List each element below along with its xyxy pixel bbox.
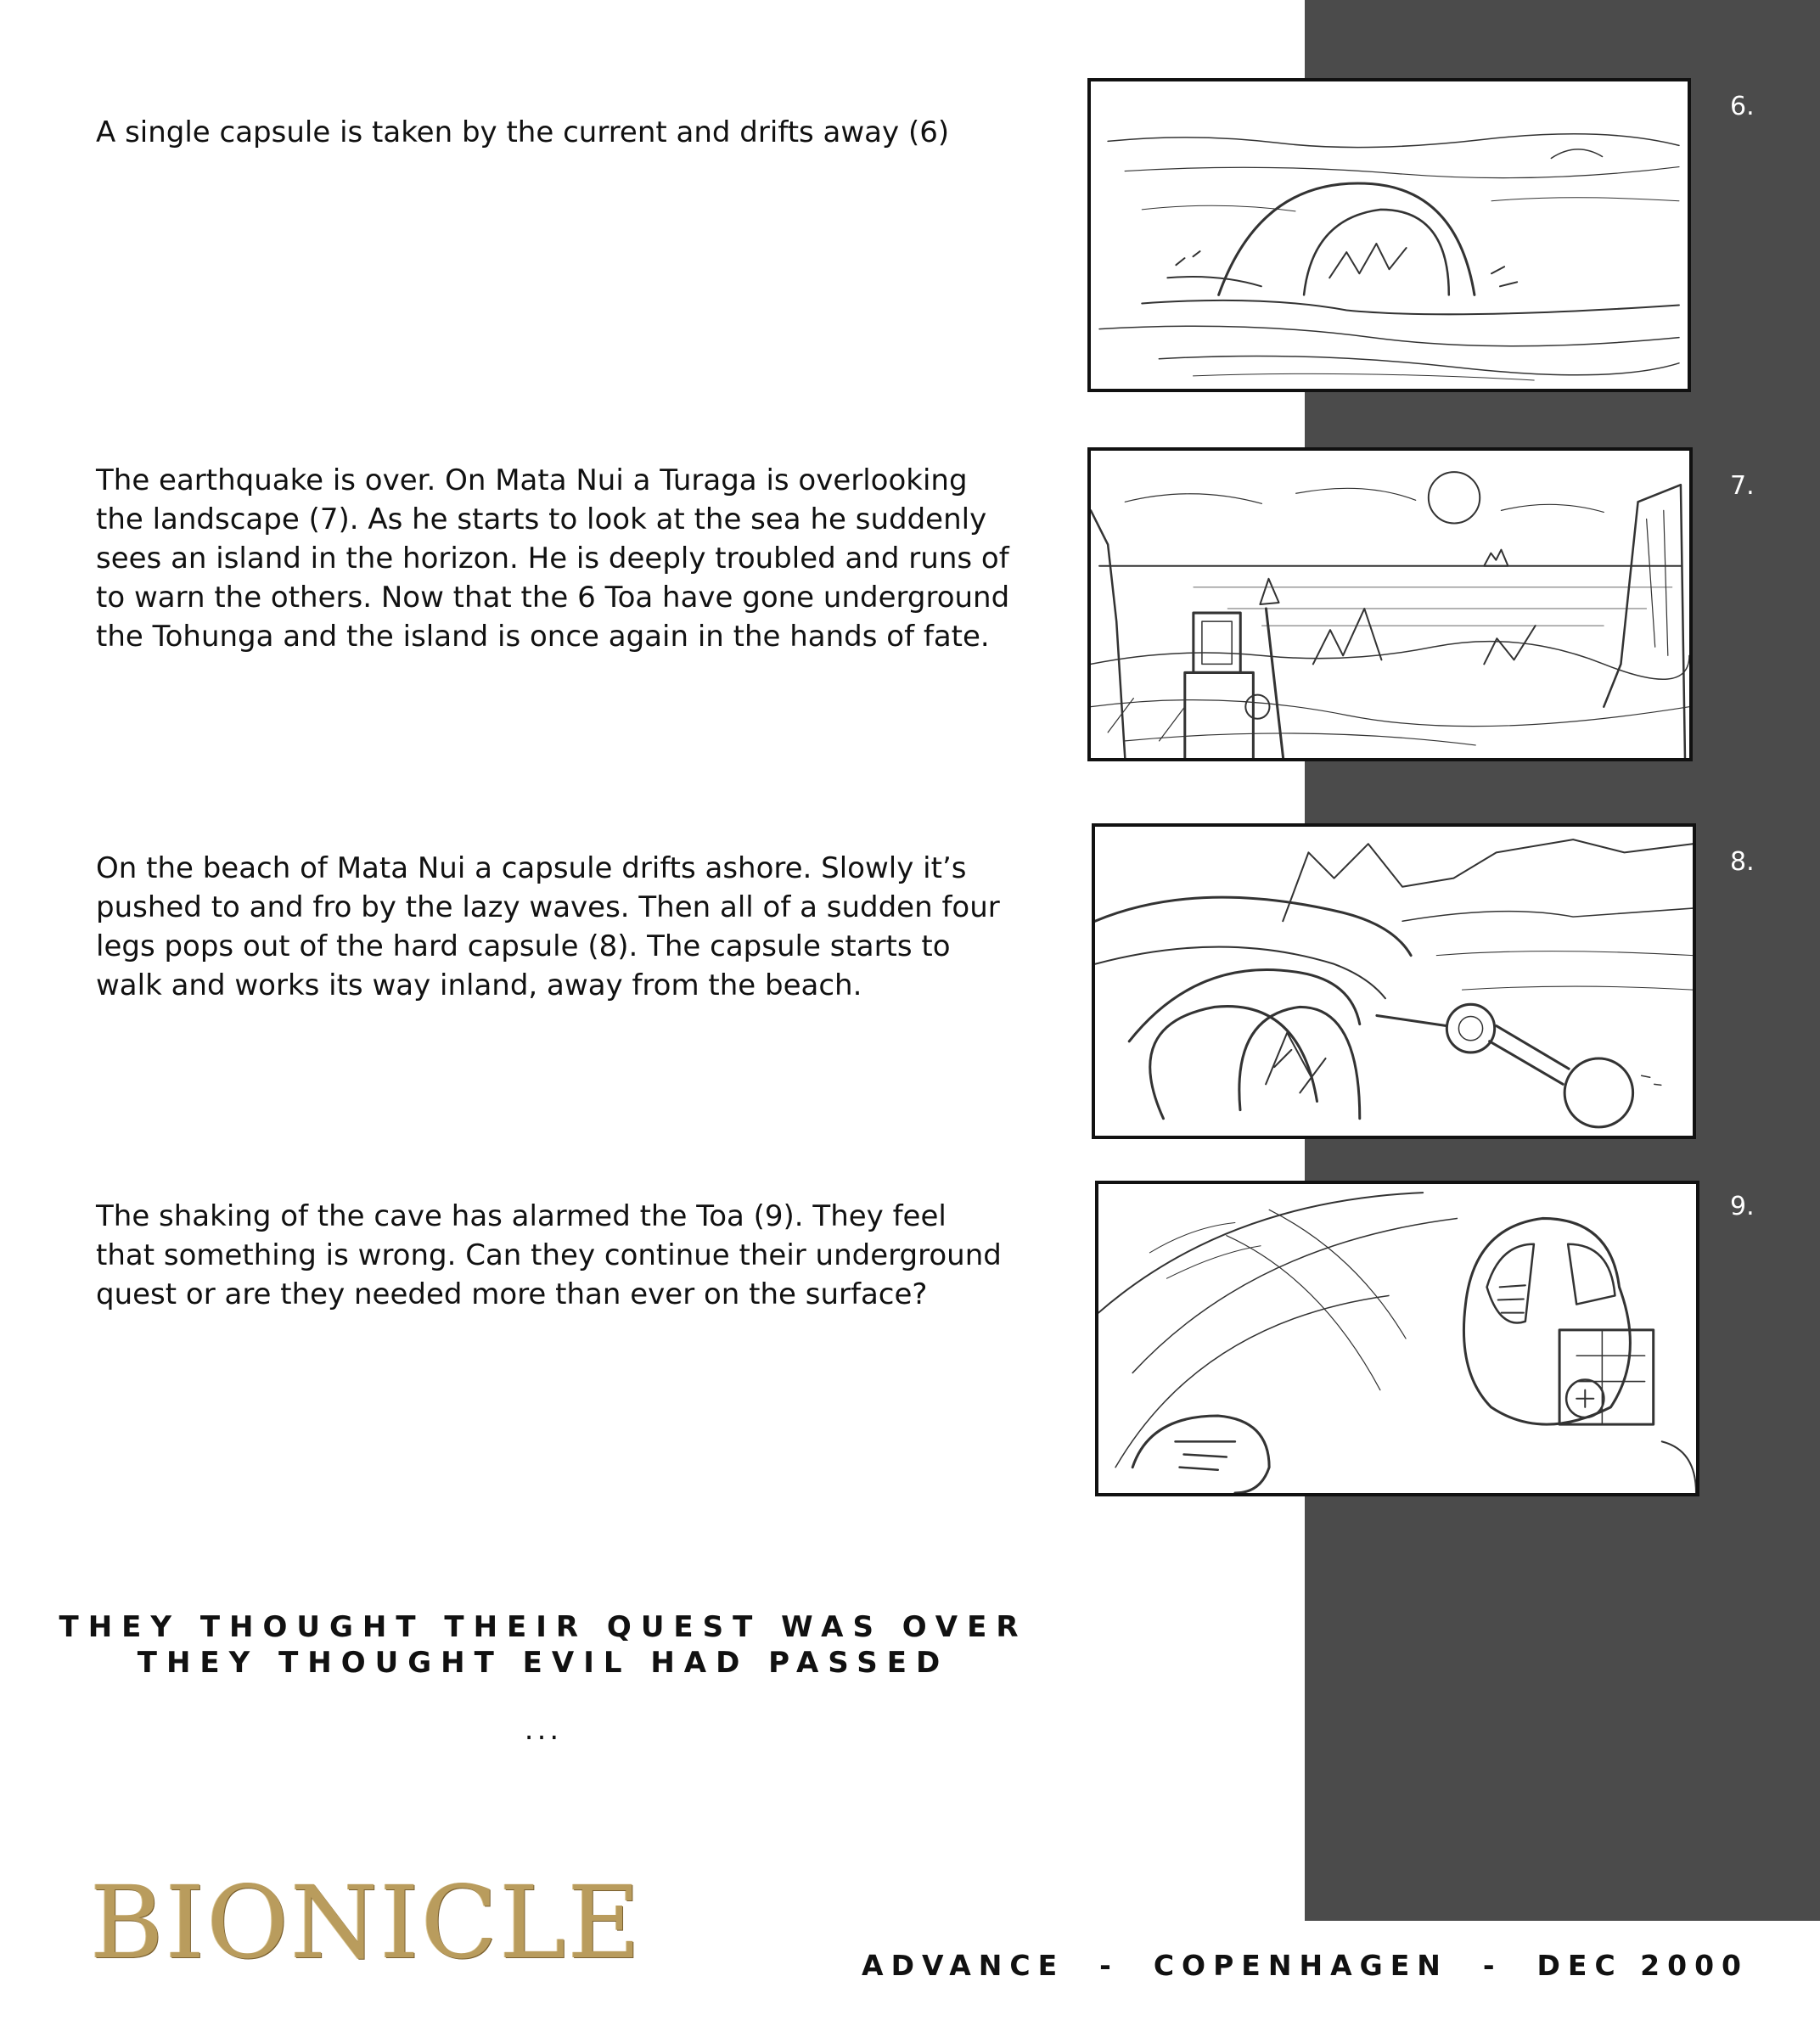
tagline-line-2: THEY THOUGHT EVIL HAD PASSED [137,1646,950,1680]
caption-7: The earthquake is over. On Mata Nui a Turaga is overlooking the landscape (7). As he starts to look at the sea he suddenly sees an island in the horizon. He is deeply troubled and runs of to warn the others. Now that the 6 Toa have gone underground the Tohunga and the island is once again in the hands of fate. [96,463,1010,654]
panel-number-7: 7. [1730,471,1755,501]
footer-text: ADVANCE - COPENHAGEN - DEC 2000 [862,1949,1749,1982]
sketch-capsule-drifting [1091,81,1688,389]
storyboard-frame-7 [1087,447,1693,761]
caption-8: On the beach of Mata Nui a capsule drifts ashore. Slowly it’s pushed to and fro by the lazy waves. Then all of a sudden four legs pops out of the hard capsule (8). The capsule starts to walk and works its way inland, away from the beach. [96,851,1000,1002]
storyboard-frame-6 [1087,78,1691,392]
caption-6: A single capsule is taken by the current and drifts away (6) [96,115,950,149]
caption-9: The shaking of the cave has alarmed the Toa (9). They feel that something is wrong. Can they continue their underground quest or are they needed more than ever on the surface? [96,1199,1002,1311]
panel-number-6: 6. [1730,92,1755,121]
panel-number-9: 9. [1730,1192,1755,1221]
panel-number-8: 8. [1730,847,1755,877]
bionicle-logo: BIONICLE [90,1864,643,1981]
tagline-ellipsis: ... [524,1713,563,1747]
sketch-toa-in-cave [1098,1184,1696,1493]
sketch-capsule-walking [1095,827,1693,1136]
sketch-turaga-overlooking-sea [1091,451,1689,758]
storyboard-frame-9 [1095,1181,1699,1496]
tagline-line-1: THEY THOUGHT THEIR QUEST WAS OVER [59,1610,1028,1644]
storyboard-frame-8 [1092,823,1696,1139]
